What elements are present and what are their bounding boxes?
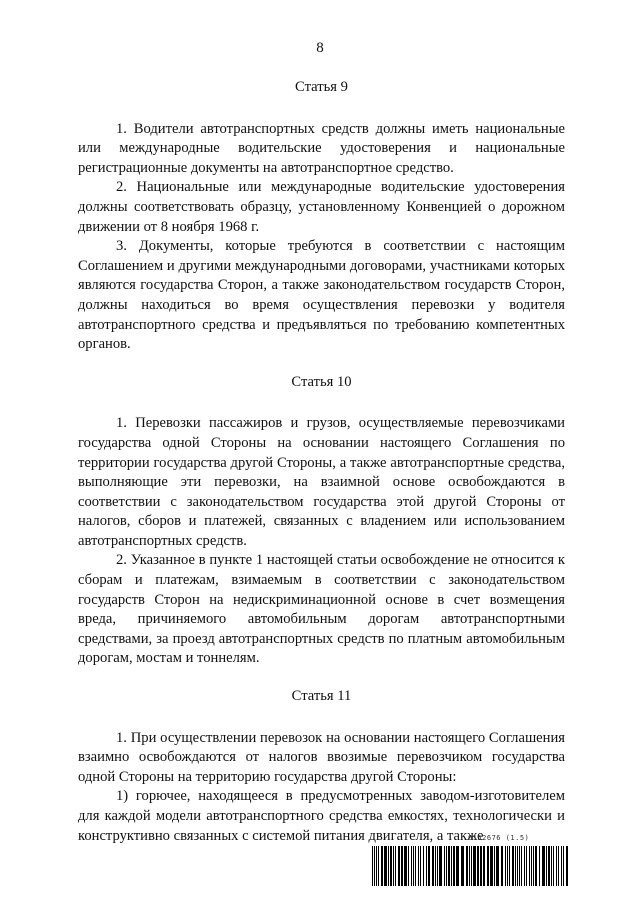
article-10-paragraph-1: 1. Перевозки пассажиров и грузов, осуществляемые перевозчиками государства одной Стороны на основании настоящего Соглашения по территории государства другой Стороны, а также автотранспортные средства, выполняющие эти перевозки, на взаимной основе освобождаются в соответствии с законодательством государства этой другой Стороны от налогов, сборов и платежей, связанных с владением или использованием автотранспортных средств.: [78, 415, 565, 549]
article-9-title: Статья 9: [295, 79, 348, 95]
barcode-caption: 6152676 (1.5): [468, 834, 530, 842]
article-11-paragraph-2: 1) горючее, находящееся в предусмотренных заводом-изготовителем для каждой модели автотранспортного средства емкостях, технологически и конструктивно связанных с системой питания двигателя, а также: [78, 788, 565, 844]
article-10-title: Статья 10: [291, 373, 352, 390]
article-9-paragraph-3: 3. Документы, которые требуются в соответствии с настоящим Соглашением и другими международными договорами, участниками которых являются государства Сторон, а также законодательством государств Сторон, должны находиться во время осуществления перевозки у водителя автотранспортного средства и предъявляться по требованию компетентных органов.: [78, 238, 565, 353]
article-11-paragraph-1: 1. При осуществлении перевозок на основании настоящего Соглашения взаимно освобождаются от налогов ввозимые перевозчиком государства одной Стороны на территорию государства другой Стороны:: [78, 729, 565, 785]
article-9-paragraph-2: 2. Национальные или международные водительские удостоверения должны соответствовать образцу, установленному Конвенцией о дорожном движении от 8 ноября 1968 г.: [78, 179, 565, 235]
page-number: 8: [316, 40, 324, 56]
document-body: [78, 78, 565, 846]
document-barcode: [372, 834, 570, 886]
article-9-paragraph-1: 1. Водители автотранспортных средств должны иметь национальные или международные водительские удостоверения и национальные регистрационные документы на автотранспортное средство.: [78, 120, 565, 176]
article-11-title: Статья 11: [291, 688, 352, 705]
barcode-icon: [372, 846, 570, 886]
article-10-paragraph-2: 2. Указанное в пункте 1 настоящей статьи освобождение не относится к сборам и платежам, взимаемым в соответствии с законодательством государств Сторон на недискриминационной основе в счет возмещения вреда, причиняемого автомобильным дорогам автотранспортными средствами, за проезд автотранспортных средств по платным автомобильным дорогам, мостам и тоннелям.: [78, 552, 565, 667]
